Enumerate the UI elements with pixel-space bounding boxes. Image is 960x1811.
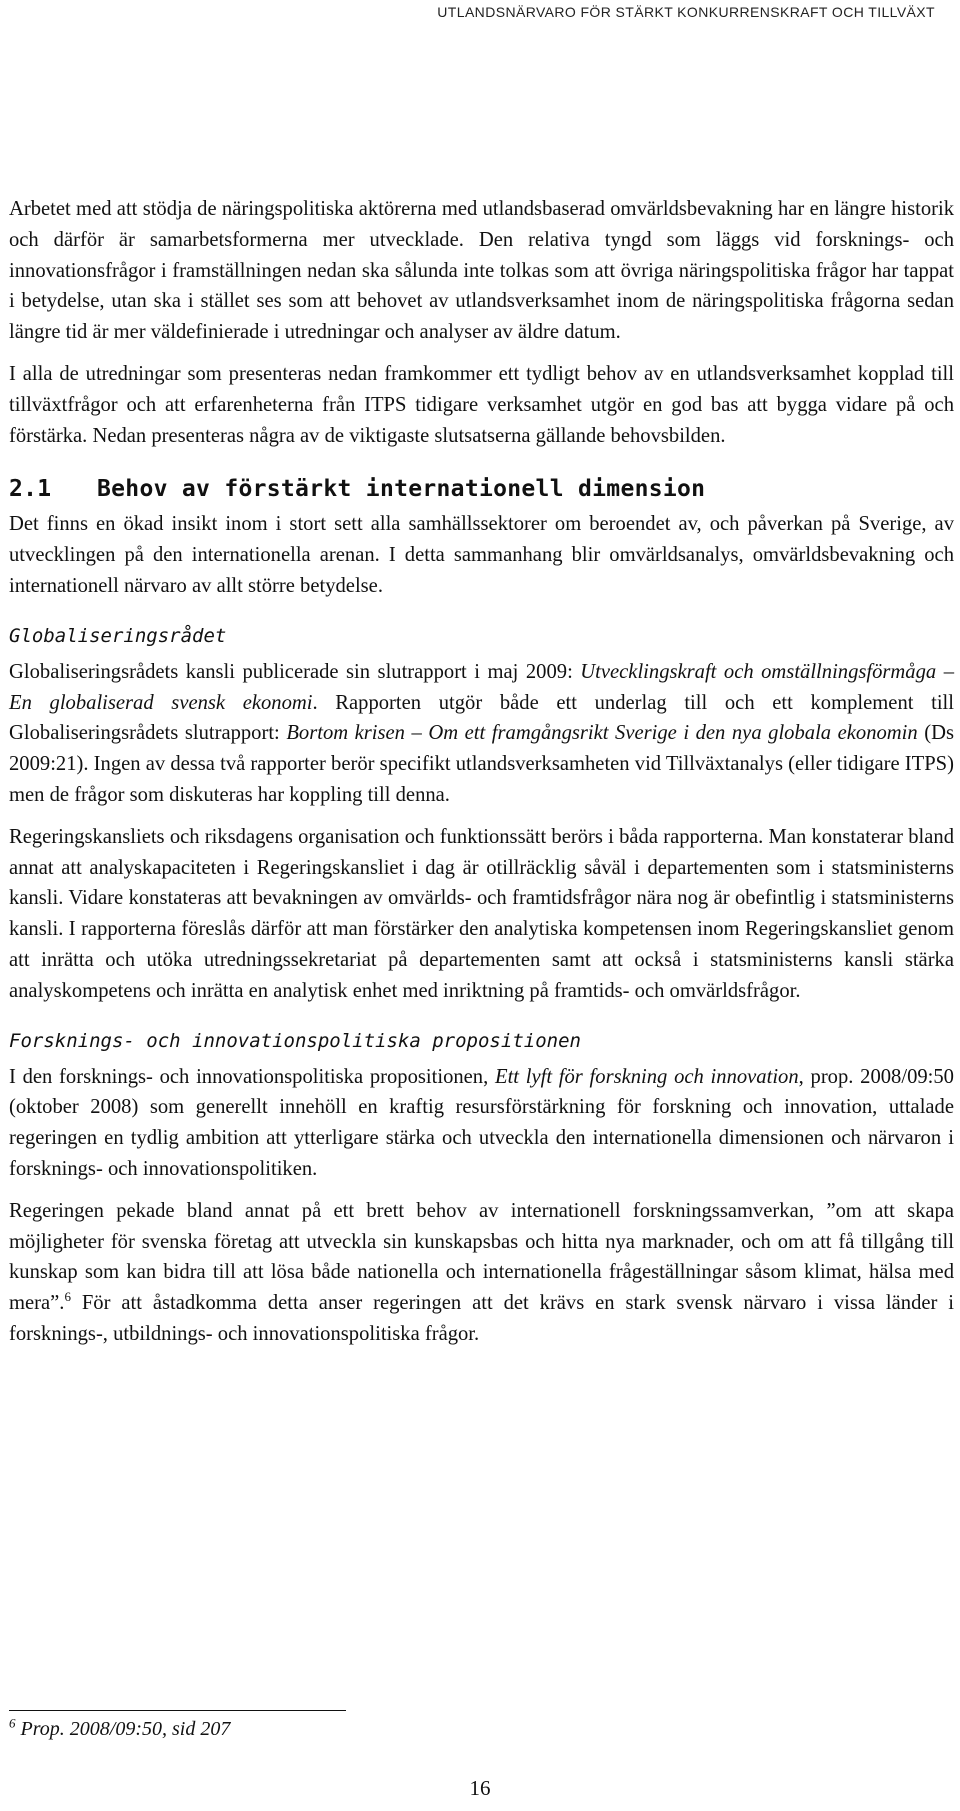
proposition-title: Ett lyft för forskning och innovation: [494, 1065, 799, 1088]
section-heading: [9, 474, 954, 504]
paragraph: [9, 1196, 954, 1350]
paragraph: Arbetet med att stödja de näringspolitiska aktörerna med utlandsbaserad omvärldsbevakning har en längre historik och därför är samarbetsformerna mer utvecklade. Den relativa tyngd som läggs vid forsknings- och innovationsfrågor i framställningen nedan ska sålunda inte tolkas som att övriga näringspolitiska frågor har tappat i betydelse, utan ska i stället ses som att behovet av utlandsverksamhet inom de näringspolitiska frågorna sedan längre tid är mer väldefinierade i utredningar och analyser av äldre datum.: [9, 198, 954, 344]
footnote-number: 6: [9, 1715, 16, 1731]
page-number: 16: [469, 1776, 491, 1800]
footnote-reference[interactable]: 6: [64, 1289, 71, 1305]
report-title: Utvecklingskraft och omställningsförmåga – En globaliserad svensk ekonomi: [9, 660, 954, 714]
paragraph: [9, 657, 954, 811]
text-run: För att åstadkomma detta anser regeringen att det krävs en stark svensk närvaro i vissa länder i forsknings-, utbildnings- och innovationspolitiska frågor.: [9, 1292, 954, 1345]
footnote-text: Prop. 2008/09:50, sid 207: [15, 1718, 231, 1740]
running-header: UTLANDSNÄRVARO FÖR STÄRKT KONKURRENSKRAFT OCH TILLVÄXT: [437, 4, 935, 20]
text-run: I den forsknings- och innovationspolitiska propositionen,: [9, 1065, 495, 1088]
text-run: , prop. 2008/09:50 (oktober 2008) som generellt innehöll en kraftig resursförstärkning för forskning och innovation, uttalade regeringen en tydlig ambition att ytterligare stärka och utveckla den internationella dimensionen och närvaron i forsknings- och innovationspolitiken.: [9, 1065, 954, 1180]
paragraph: Det finns en ökad insikt inom i stort sett alla samhällssektorer om beroendet av, och påverkan på Sverige, av utvecklingen på den internationella arenan. I detta sammanhang blir omvärldsanalys, omvärldsbevakning och internationell närvaro av allt större betydelse.: [9, 513, 954, 597]
report-title: Bortom krisen – Om ett framgångsrikt Sverige i den nya globala ekonomin: [286, 722, 918, 745]
text-run: Regeringen pekade bland annat på ett brett behov av internationell forskningssamverkan, ”om att skapa möjligheter för svenska företag att utveckla sin kunskapsbas och hitta nya marknader, och om att få tillgång till kunskap som kan bidra till att lösa både nationella och internationella frågeställningar såsom klimat, hälsa med mera”.: [9, 1199, 954, 1315]
subheading-forskning: Forsknings- och innovationspolitiska propositionen: [9, 1029, 581, 1052]
main-content: [9, 194, 954, 1361]
paragraph: [9, 1062, 954, 1185]
subheading-globaliseringsradet: Globaliseringsrådet: [9, 624, 227, 647]
text-run: . Rapporten utgör både ett underlag till och ett komplement till Globaliseringsrådets slutrapport:: [9, 691, 955, 745]
paragraph: I alla de utredningar som presenteras nedan framkommer ett tydligt behov av en utlandsverksamhet kopplad till tillväxtfrågor och att erfarenheterna från ITPS tidigare verksamhet utgör en god bas att bygga vidare på och förstärka. Nedan presenteras några av de viktigaste slutsatserna gällande behovsbilden.: [9, 362, 954, 447]
paragraph: Regeringskansliets och riksdagens organisation och funktionssätt berörs i båda rapporterna. Man konstaterar bland annat att analyskapaciteten i Regeringskansliet i dag är otillräcklig såväl i departementen som i statsministerns kansli. Vidare konstateras att bevakningen av omvärlds- och framtidsfrågor nära nog är obefintlig i statsministerns kansli. I rapporterna föreslås därför att man förstärker den analytiska kompetensen inom Regeringskansliet genom att inrätta och utöka utredningssekretariat på departementen samt att också i statsministerns kansli stärka analyskompetens och inrätta en analytisk enhet med inriktning på framtids- och omvärldsfrågor.: [9, 825, 954, 1002]
text-run: (Ds 2009:21). Ingen av dessa två rapporter berör specifikt utlandsverksamheten vid Tillväxtanalys (eller tidigare ITPS) men de frågor som diskuteras har koppling till denna.: [9, 722, 954, 806]
section-title: Behov av förstärkt internationell dimension: [97, 476, 706, 503]
section-number: 2.1: [9, 476, 52, 503]
footnote-divider: [9, 1710, 346, 1711]
footnote: [9, 1715, 231, 1741]
text-run: Globaliseringsrådets kansli publicerade sin slutrapport i maj 2009:: [9, 660, 581, 683]
